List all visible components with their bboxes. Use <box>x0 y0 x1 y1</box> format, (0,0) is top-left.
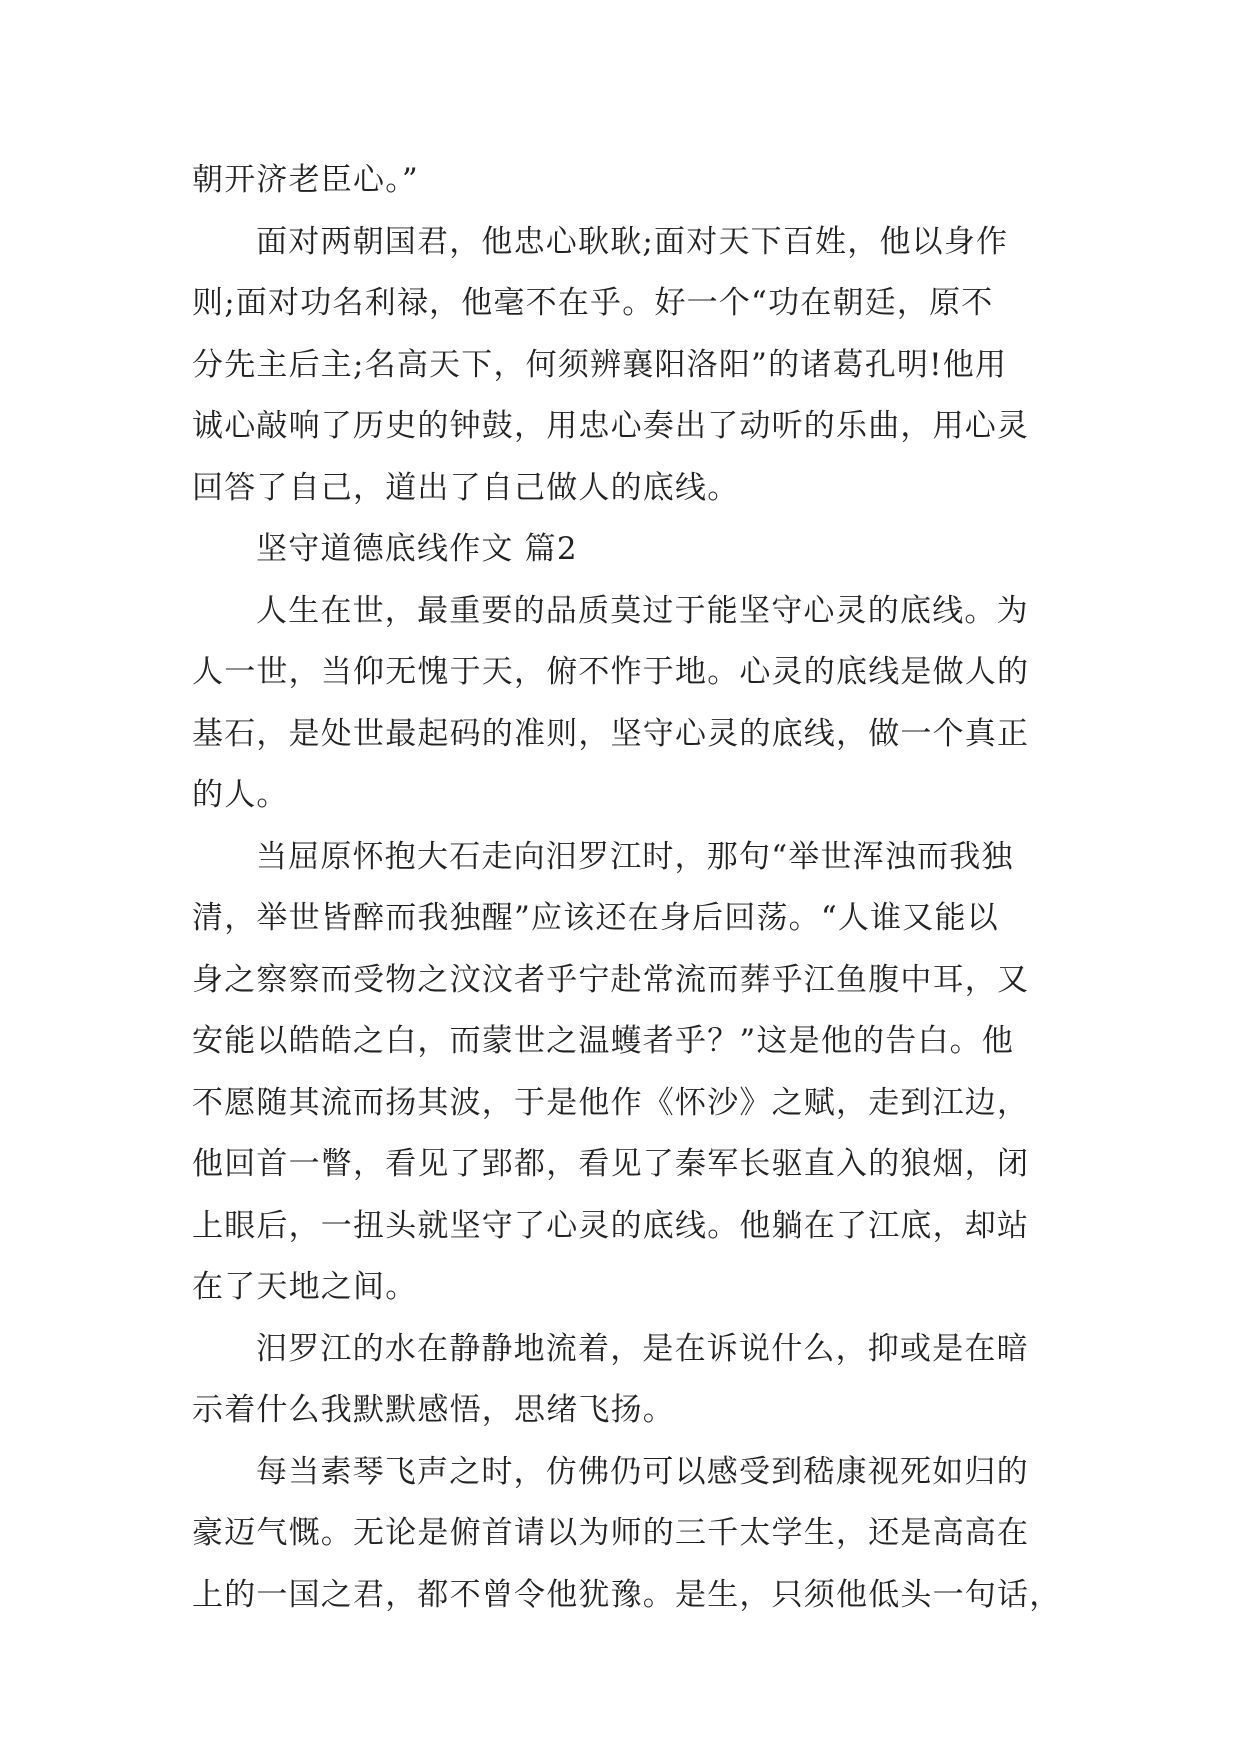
text-line: 汨罗江的水在静静地流着，是在诉说什么，抑或是在暗 <box>256 1330 1029 1367</box>
text-line: 不愿随其流而扬其波，于是他作《怀沙》之赋，走到江边， <box>192 1084 1030 1121</box>
text-line: 豪迈气慨。无论是俯首请以为师的三千太学生，还是高高在 <box>192 1515 1030 1551</box>
text-line: 身之察察而受物之汶汶者乎宁赴常流而葬乎江鱼腹中耳，又 <box>192 961 1030 998</box>
text-line: 诚心敲响了历史的钟鼓，用忠心奏出了动听的乐曲，用心灵 <box>192 408 1030 444</box>
text-line: 在了天地之间。 <box>192 1269 418 1305</box>
text-line: 上眼后，一扭头就坚守了心灵的底线。他躺在了江底，却站 <box>192 1207 1030 1244</box>
document-body <box>192 150 1062 1626</box>
text-line: 分先主后主;名高天下，何须辨襄阳洛阳”的诸葛孔明!他用 <box>192 346 1008 383</box>
text-line: 当屈原怀抱大石走向汨罗江时，那句“举世浑浊而我独 <box>256 838 1014 875</box>
text-line: 每当素琴飞声之时，仿佛仍可以感受到嵇康视死如归的 <box>256 1453 1029 1490</box>
text-line: 则;面对功名利禄，他毫不在乎。好一个“功在朝廷，原不 <box>192 285 994 321</box>
text-line: 示着什么我默默感悟，思绪飞扬。 <box>192 1392 675 1428</box>
text-line: 清，举世皆醉而我独醒”应该还在身后回荡。“人谁又能以 <box>192 900 999 936</box>
text-line: 他回首一瞥，看见了郢都，看见了秦军长驱直入的狼烟，闭 <box>192 1146 1030 1182</box>
text-line: 的人。 <box>192 777 289 813</box>
text-line: 朝开济老臣心。” <box>192 162 419 198</box>
text-line: 人一世，当仰无愧于天，俯不怍于地。心灵的底线是做人的 <box>192 654 1030 690</box>
text-line: 安能以皓皓之白，而蒙世之温蠖者乎？”这是他的告白。他 <box>192 1023 1015 1059</box>
text-line: 人生在世，最重要的品质莫过于能坚守心灵的底线。为 <box>256 592 1029 629</box>
text-line: 上的一国之君，都不曾令他犹豫。是生，只须他低头一句话， <box>192 1576 1062 1613</box>
text-line: 面对两朝国君，他忠心耿耿;面对天下百姓，他以身作 <box>256 223 1009 260</box>
section-heading: 坚守道德底线作文 篇2 <box>256 531 578 567</box>
text-line: 回答了自己，道出了自己做人的底线。 <box>192 469 740 506</box>
text-line: 基石，是处世最起码的准则，坚守心灵的底线，做一个真正 <box>192 715 1030 752</box>
